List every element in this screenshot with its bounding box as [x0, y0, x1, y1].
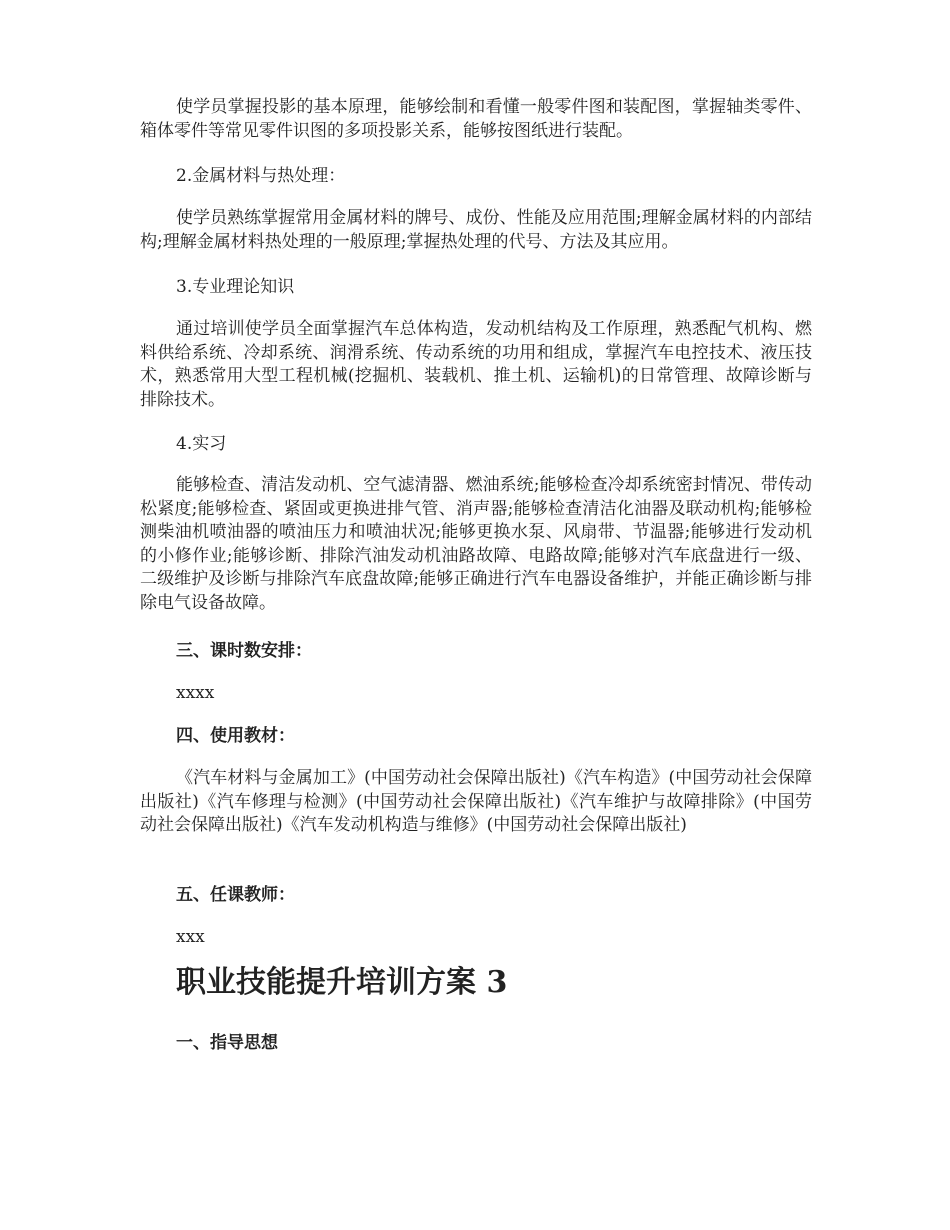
item4-paragraph: 能够检查、清洁发动机、空气滤清器、燃油系统;能够检查冷却系统密封情况、带传动松紧度;能够检查、紧固或更换进排气管、消声器;能够检查清洁化油器及联动机构;能够检测柴油机喷油器的喷油压力和喷油状况;能够更换水泵、风扇带、节温器;能够进行发动机的小修作业;能够诊断、排除汽油发动机油路故障、电路故障;能够对汽车底盘进行一级、二级维护及诊断与排除汽车底盘故障;能够正确进行汽车电器设备维护，并能正确诊断与排除电气设备故障。: [140, 475, 812, 613]
section3-value: xxxx: [176, 683, 215, 703]
document-title: 职业技能提升培训方案 3: [176, 965, 508, 1000]
section5-heading: 五、任课教师：: [176, 885, 295, 905]
item2-title: 2.金属材料与热处理：: [176, 166, 346, 186]
section5-value: xxx: [176, 927, 205, 947]
intro-paragraph: 使学员掌握投影的基本原理，能够绘制和看懂一般零件图和装配图，掌握轴类零件、箱体零件等常见零件识图的多项投影关系，能够按图纸进行装配。: [140, 97, 812, 141]
item3-paragraph: 通过培训使学员全面掌握汽车总体构造，发动机结构及工作原理，熟悉配气机构、燃料供给系统、冷却系统、润滑系统、传动系统的功用和组成，掌握汽车电控技术、液压技术，熟悉常用大型工程机械(挖掘机、装载机、推土机、运输机)的日常管理、故障诊断与排除技术。: [140, 319, 812, 410]
item3-title: 3.专业理论知识: [176, 277, 295, 297]
section4-heading: 四、使用教材：: [176, 726, 295, 746]
section1-heading: 一、指导思想: [176, 1033, 278, 1053]
item2-paragraph: 使学员熟练掌握常用金属材料的牌号、成份、性能及应用范围;理解金属材料的内部结构;理解金属材料热处理的一般原理;掌握热处理的代号、方法及其应用。: [140, 208, 812, 252]
section4-paragraph: 《汽车材料与金属加工》(中国劳动社会保障出版社)《汽车构造》(中国劳动社会保障出版社)《汽车修理与检测》(中国劳动社会保障出版社)《汽车维护与故障排除》(中国劳动社会保障出版社)《汽车发动机构造与维修》(中国劳动社会保障出版社): [140, 768, 812, 835]
section3-heading: 三、课时数安排：: [176, 641, 312, 661]
item4-title: 4.实习: [176, 434, 227, 454]
